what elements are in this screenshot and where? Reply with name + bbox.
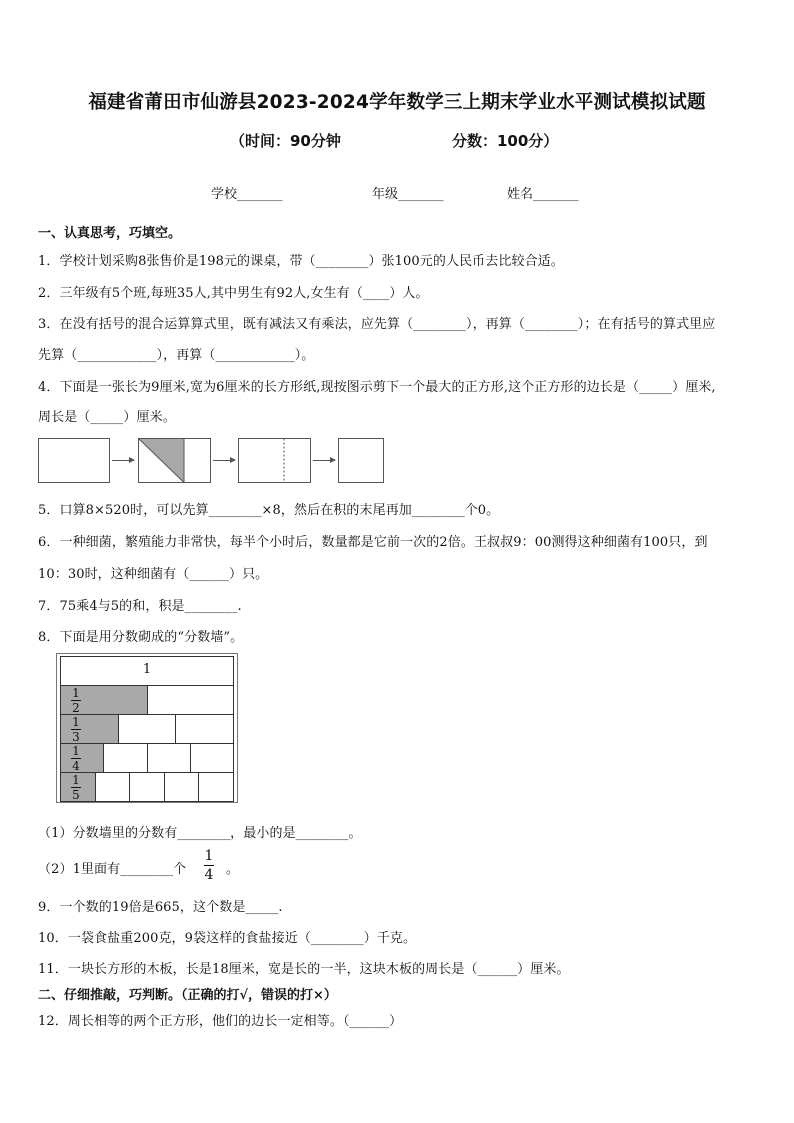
wall-cell [103,744,146,772]
question-3-line-2: 先算（____________），再算（____________）。 [38,348,315,363]
wall-cell [164,773,199,801]
total-score: 分数：100分） [452,132,559,150]
fraction-wall [60,656,234,802]
fraction-label: 1 2 [72,686,80,715]
fraction-label: 1 5 [72,773,80,802]
wall-cell [175,715,234,743]
question-3-line-1: 3．在没有括号的混合运算算式里，既有减法又有乘法，应先算（________），再算（________）；在有括号的算式里应 [38,317,716,332]
whole-label: 1 [142,662,152,677]
section-2-heading: 二、仔细推敲，巧判断。（正确的打√，错误的打×） [38,988,337,1003]
wall-row-whole [60,656,234,685]
question-8-part-2-end: 。 [226,862,240,877]
quarter-fraction: 1 4 [204,848,214,883]
question-8-part-1: （1）分数墙里的分数有________，最小的是________。 [38,826,362,841]
grade-field: 年级_______ [372,187,444,202]
question-5: 5．口算8×520时，可以先算________×8，然后在积的末尾再加________个0。 [38,503,500,518]
question-10: 10．一袋食盐重200克，9袋这样的食盐接近（________）千克。 [38,931,417,946]
arrow-icon [313,460,335,461]
question-8: 8．下面是用分数砌成的“分数墙”。 [38,630,244,645]
question-9: 9．一个数的19倍是665，这个数是_____. [38,900,283,915]
question-7: 7．75乘4与5的和，积是________. [38,599,242,614]
question-2: 2．三年级有5个班,每班35人,其中男生有92人,女生有（____）人。 [38,286,429,301]
wall-cell [129,773,164,801]
school-field: 学校_______ [211,187,283,202]
wall-cell-labeled [60,715,118,743]
fraction-label: 1 4 [72,744,80,773]
wall-cell [190,744,234,772]
wall-row-fifths [60,772,234,802]
question-6-line-2: 10：30时，这种细菌有（______）只。 [38,567,269,582]
wall-cell-labeled [60,744,103,772]
rectangle-shape [38,438,110,483]
question-1: 1．学校计划采购8张售价是198元的课桌，带（________）张100元的人民币去比较合适。 [38,254,564,269]
wall-cell-whole [60,657,234,685]
time-limit: （时间：90分钟 [230,132,341,150]
question-12: 12．周长相等的两个正方形，他们的边长一定相等。（______） [38,1014,403,1029]
wall-cell-labeled [60,686,147,714]
question-11: 11．一块长方形的木板，长是18厘米，宽是长的一半，这块木板的周长是（______）厘米。 [38,962,570,977]
wall-cell [147,686,235,714]
wall-cell [118,715,176,743]
page-title: 福建省莆田市仙游县2023-2024学年数学三上期末学业水平测试模拟试题 [88,92,706,113]
wall-row-quarters [60,743,234,772]
arrow-icon [213,460,235,461]
fraction-label: 1 3 [72,715,80,744]
section-1-heading: 一、认真思考，巧填空。 [38,226,182,241]
wall-cell [147,744,190,772]
marked-rectangle-shape [238,438,311,483]
folded-rectangle-shape [138,438,211,483]
wall-cell [198,773,234,801]
name-field: 姓名_______ [507,187,579,202]
wall-cell [95,773,130,801]
question-8-part-2: （2）1里面有________个 [38,862,187,877]
question-4-line-1: 4．下面是一张长为9厘米,宽为6厘米的长方形纸,现按图示剪下一个最大的正方形,这个正方形的边长是（_____）厘米, [38,380,716,395]
wall-row-thirds [60,714,234,743]
wall-cell-labeled [60,773,95,801]
arrow-icon [112,460,134,461]
square-shape [338,438,384,483]
question-6-line-1: 6．一种细菌，繁殖能力非常快，每半个小时后，数量都是它前一次的2倍。王叔叔9：00测得这种细菌有100只，到 [38,535,708,550]
question-4-line-2: 周长是（_____）厘米。 [38,410,176,425]
wall-row-halves [60,685,234,714]
